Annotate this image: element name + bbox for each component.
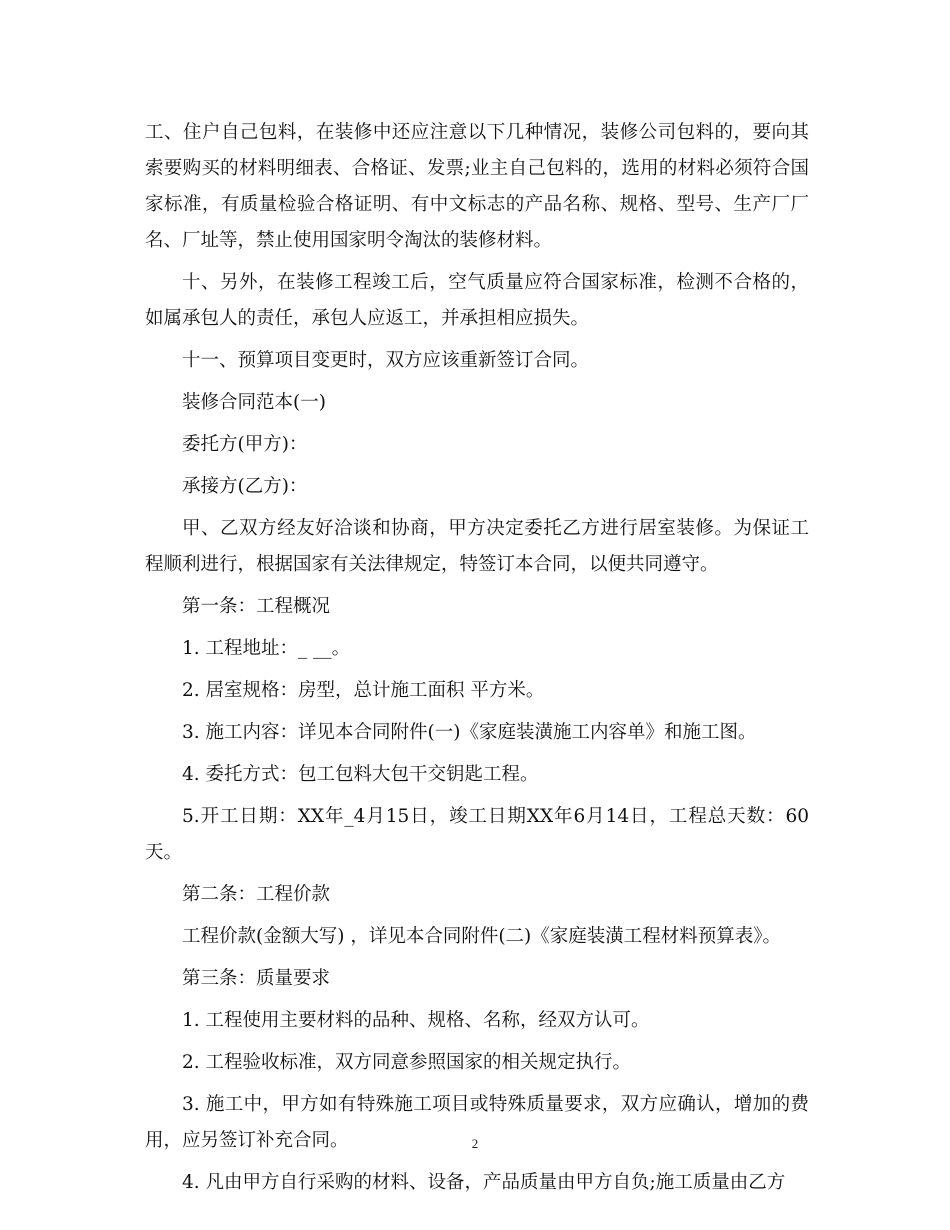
contract-title: 装修合同范本(一)	[182, 392, 326, 413]
party-a-line: 委托方(甲方)：	[182, 434, 308, 455]
article-2-price: 工程价款(金额大写) ，详见本合同附件(二)《家庭装潢工程材料预算表》。	[182, 926, 782, 947]
article-3-item-2: 2. 工程验收标准，双方同意参照国家的相关规定执行。	[182, 1052, 632, 1073]
party-b-line: 承接方(乙方)：	[182, 476, 308, 497]
article-1-item-5: 5.开工日期：XX年_4月15日，竣工日期XX年6月14日，工程总天数：60天。	[145, 806, 809, 863]
article-1-item-2: 2. 居室规格：房型，总计施工面积 平方米。	[182, 680, 545, 701]
article-1-heading: 第一条：工程概况	[182, 596, 331, 617]
article-3-item-4: 4. 凡由甲方自行采购的材料、设备，产品质量由甲方自负;施工质量由乙方	[182, 1172, 786, 1193]
article-3-item-3: 3. 施工中，甲方如有特殊施工项目或特殊质量要求，双方应确认，增加的费用，应另签订补充合同。	[145, 1094, 809, 1151]
article-2-heading: 第二条：工程价款	[182, 884, 331, 905]
article-1-item-4: 4. 委托方式：包工包料大包干交钥匙工程。	[182, 764, 539, 785]
document-body	[145, 115, 809, 1207]
page-number: 2	[471, 1136, 479, 1151]
paragraph-1: 工、住户自己包料，在装修中还应注意以下几种情况，装修公司包料的，要向其索要购买的材料明细表、合格证、发票;业主自己包料的，选用的材料必须符合国家标准，有质量检验合格证明、有中文标志的产品名称、规格、型号、生产厂厂名、厂址等，禁止使用国家明令淘汰的装修材料。	[145, 122, 809, 251]
article-3-item-1: 1. 工程使用主要材料的品种、规格、名称，经双方认可。	[182, 1010, 650, 1031]
article-3-heading: 第三条：质量要求	[182, 968, 331, 989]
preamble-paragraph: 甲、乙双方经友好洽谈和协商，甲方决定委托乙方进行居室装修。为保证工程顺利进行，根据国家有关法律规定，特签订本合同，以便共同遵守。	[145, 518, 809, 575]
paragraph-2: 十、另外，在装修工程竣工后，空气质量应符合国家标准，检测不合格的，如属承包人的责任，承包人应返工，并承担相应损失。	[145, 272, 809, 329]
article-1-item-3: 3. 施工内容：详见本合同附件(一)《家庭装潢施工内容单》和施工图。	[182, 722, 757, 743]
paragraph-3: 十一、预算项目变更时，双方应该重新签订合同。	[182, 350, 590, 371]
article-1-item-1: 1. 工程地址：_ __。	[182, 638, 351, 659]
